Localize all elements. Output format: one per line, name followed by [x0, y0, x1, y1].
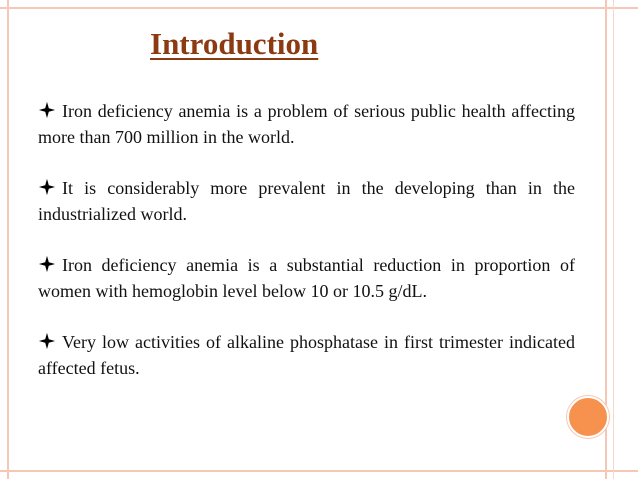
diamond-star-icon	[38, 178, 56, 196]
bullet-text-4: Very low activities of alkaline phosphatase in first trimester indicated affected fetus.	[38, 332, 575, 378]
diamond-star-icon	[38, 101, 56, 119]
bullet-list	[38, 98, 575, 381]
bullet-item-2	[38, 175, 575, 227]
diamond-star-icon	[38, 332, 56, 350]
bullet-item-1	[38, 98, 575, 150]
bullet-text-3: Iron deficiency anemia is a substantial reduction in proportion of women with hemoglobin level below 10 or 10.5 g/dL.	[38, 255, 575, 301]
bullet-item-4	[38, 329, 575, 381]
bullet-item-3	[38, 252, 575, 304]
decorative-circle	[567, 396, 609, 438]
bullet-text-1: Iron deficiency anemia is a problem of serious public health affecting more than 700 million in the world.	[38, 101, 575, 147]
frame-right-inner-line	[613, 0, 614, 479]
frame-left-line	[7, 0, 9, 479]
frame-top-line	[0, 7, 638, 9]
frame-bottom-line	[0, 470, 638, 472]
diamond-star-icon	[38, 255, 56, 273]
bullet-text-2: It is considerably more prevalent in the developing than in the industrialized world.	[38, 178, 575, 224]
slide-title: Introduction	[150, 26, 319, 61]
